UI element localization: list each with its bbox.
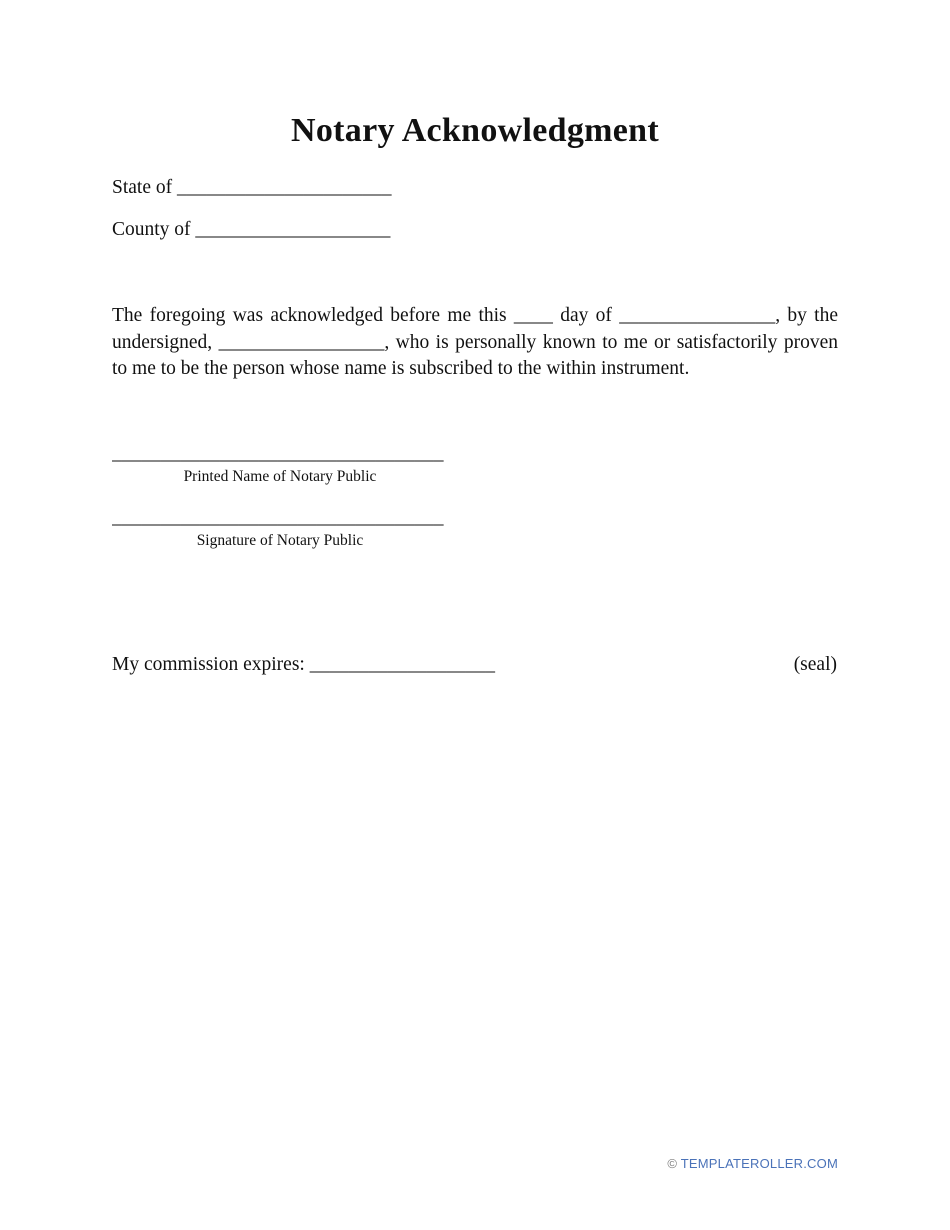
state-field-row bbox=[112, 177, 391, 199]
commission-row bbox=[112, 654, 837, 676]
printed-name-block bbox=[112, 443, 448, 486]
county-field-row bbox=[112, 219, 390, 241]
copyright-symbol: © bbox=[667, 1156, 681, 1171]
seal-label: (seal) bbox=[793, 654, 837, 675]
state-blank-line[interactable]: ______________________ bbox=[176, 177, 392, 198]
commission-expires-blank-line[interactable]: ___________________ bbox=[309, 654, 495, 675]
signature-caption: Signature of Notary Public bbox=[196, 532, 364, 549]
signature-block bbox=[112, 507, 448, 550]
document-title: Notary Acknowledgment bbox=[291, 112, 659, 149]
templateroller-link[interactable]: TEMPLATEROLLER.COM bbox=[680, 1156, 838, 1171]
county-blank-line[interactable]: ____________________ bbox=[195, 219, 391, 240]
printed-name-signature-line[interactable]: __________________________________ bbox=[112, 443, 444, 464]
acknowledgment-paragraph: The foregoing was acknowledged before me this ____ day of ________________, by the undersigned, _________________, who is personally known to me or satisfactorily proven to me to be the person whose name is subscribed to the within instrument. bbox=[112, 305, 838, 379]
notary-signature-line[interactable]: __________________________________ bbox=[112, 507, 444, 528]
commission-expires-label: My commission expires: bbox=[112, 654, 310, 675]
state-label: State of bbox=[112, 177, 177, 198]
commission-expires-field bbox=[112, 654, 495, 676]
printed-name-caption: Printed Name of Notary Public bbox=[183, 468, 377, 485]
county-label: County of bbox=[112, 219, 196, 240]
footer bbox=[667, 1156, 838, 1171]
